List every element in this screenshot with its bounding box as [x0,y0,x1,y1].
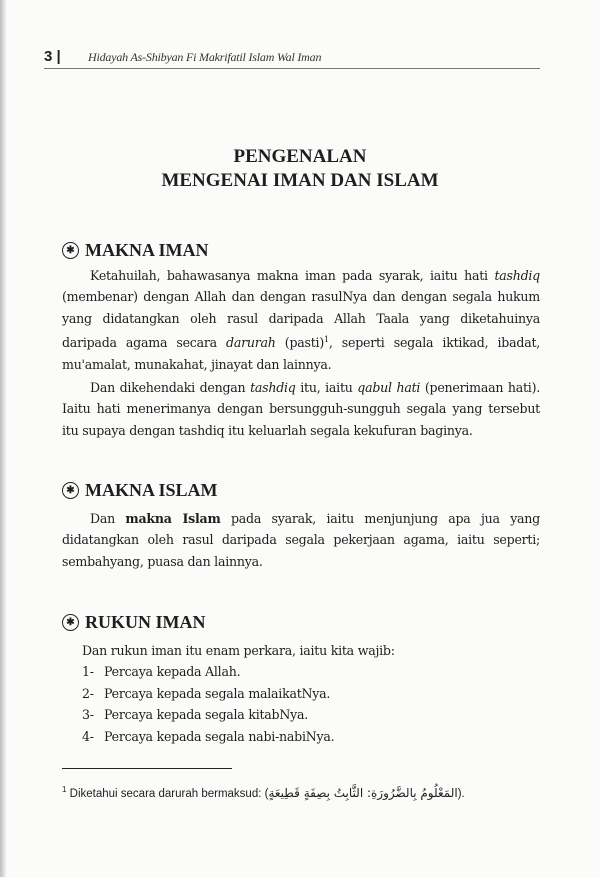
section-heading-makna-islam [62,480,218,501]
section-heading-makna-iman [62,240,209,261]
section-heading-text: RUKUN IMAN [85,612,206,632]
footnote-divider [62,768,232,769]
star-bullet-icon: ✱ [62,482,79,499]
page-number: 3 | [44,48,61,65]
list-item: 4- Percaya kepada segala nabi-nabiNya. [82,728,335,744]
paragraph: Ketahuilah, bahawasanya makna iman pada syarak, iaitu hati tashdiq (membenar) dengan Allah dan dengan rasulNya dan dengan segala hukum yang didatangkan oleh rasul daripada Allah Taala yang diketahuinya daripada agama secara darurah (pasti)$^1$, seperti segala iktikad, ibadat, mu'amalat, munakahat, jinayat dan lainnya. [62,268,541,372]
section-heading-text: MAKNA IMAN [85,240,209,260]
list-intro: Dan rukun iman itu enam perkara, iaitu kita wajib: [82,643,395,658]
paragraph: Dan makna Islam pada syarak, iaitu menjunjung apa jua yang didatangkan oleh rasul daripada segala pekerjaan agama, iaitu seperti; sembahyang, puasa dan lainnya. [62,511,540,569]
footnote: $^1$ Diketahui secara darurah bermaksud: (المَعْلُومُ بِالضَّرُورَةِ: الثَّابِتُ بِصِفَةٍ قَطِيعَةٍ). [62,785,465,800]
chapter-title-line2: MENGENAI IMAN DAN ISLAM [161,170,439,191]
chapter-title-line1: PENGENALAN [233,146,367,167]
running-header [44,46,540,69]
list-item: 1- Percaya kepada Allah. [82,664,241,680]
star-bullet-icon: ✱ [62,242,79,259]
page-edge-shadow [0,0,6,877]
list-item: 2- Percaya kepada segala malaikatNya. [82,685,331,701]
section-heading-rukun-iman [62,612,206,633]
paragraph: Dan dikehendaki dengan tashdiq itu, iaitu qabul hati (penerimaan hati). Iaitu hati menerimanya dengan bersungguh-sungguh segala yang tersebut itu supaya dengan tashdiq itu keluarlah segala kekufuran baginya. [62,380,540,438]
book-title: Hidayah As-Shibyan Fi Makrifatil Islam Wal Iman [88,50,322,64]
arabic-text: المَعْلُومُ بِالضَّرُورَةِ: الثَّابِتُ بِصِفَةٍ قَطِيعَةٍ [268,785,458,800]
list-item: 3- Percaya kepada segala kitabNya. [82,707,309,723]
section-heading-text: MAKNA ISLAM [85,480,218,500]
footnote-ref: 1 [324,335,329,345]
star-bullet-icon: ✱ [62,614,79,631]
rukun-iman-list [82,640,395,747]
